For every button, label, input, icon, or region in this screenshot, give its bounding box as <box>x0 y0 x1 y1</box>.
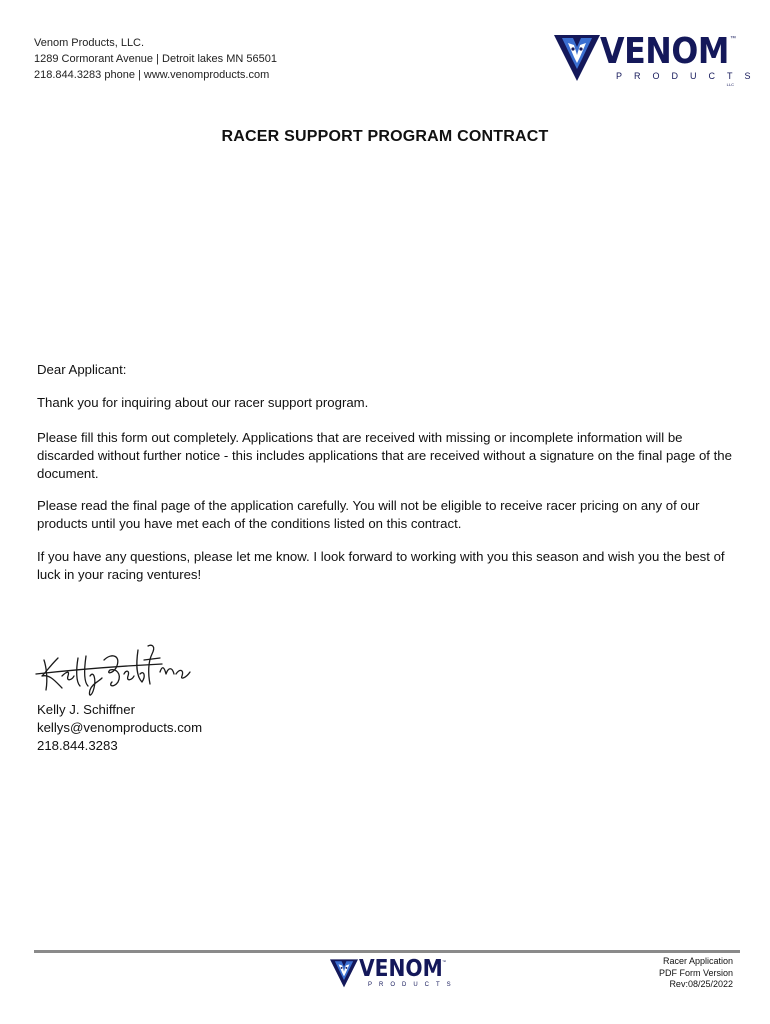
viper-head-icon <box>554 35 600 83</box>
viper-head-icon <box>330 959 358 989</box>
venom-footer-logo <box>330 956 458 993</box>
trademark-mark: ™ <box>730 36 736 42</box>
footer-revision-date: Rev:08/25/2022 <box>669 979 733 989</box>
footer-trademark-mark: ™ <box>442 959 446 964</box>
footer-form-name: Racer Application <box>662 956 733 966</box>
company-address: 1289 Cormorant Avenue | Detroit lakes MN 56501 <box>34 53 277 65</box>
handwritten-signature <box>32 630 202 702</box>
footer-form-version: PDF Form Version <box>658 967 733 978</box>
signer-email: kellys@venomproducts.com <box>37 720 203 735</box>
paragraph-instructions: Please fill this form out completely. Applications that are received with missing or incomplete information will be discarded without further notice - this includes applications that are received without a signature on the final page of the document. <box>37 430 732 481</box>
logo-entity: LLC <box>726 82 734 87</box>
salutation: Dear Applicant: <box>37 362 127 377</box>
signer-name: Kelly J. Schiffner <box>37 702 135 717</box>
venom-logo <box>554 31 763 87</box>
company-contact: 218.844.3283 phone | www.venomproducts.com <box>34 69 270 81</box>
footer-logo-tagline: PRODUCTS <box>368 982 458 988</box>
signer-block <box>37 701 202 755</box>
footer-logo-wordmark: VENOM <box>359 956 443 982</box>
document-title: RACER SUPPORT PROGRAM CONTRACT <box>221 128 549 145</box>
company-name: Venom Products, LLC. <box>34 37 145 49</box>
logo-wordmark: VENOM <box>600 31 729 72</box>
logo-tagline: PRODUCTS <box>616 71 763 81</box>
company-header <box>34 35 277 83</box>
form-version-info <box>659 956 733 991</box>
paragraph-eligibility: Please read the final page of the application carefully. You will not be eligible to receive racer pricing on any of our products until you have met each of the conditions listed on this contract. <box>37 498 700 531</box>
signer-phone: 218.844.3283 <box>37 738 118 753</box>
paragraph-intro: Thank you for inquiring about our racer support program. <box>37 395 369 410</box>
footer-divider <box>34 950 740 953</box>
paragraph-closing: If you have any questions, please let me know. I look forward to working with you this season and wish you the best of luck in your racing ventures! <box>37 549 725 582</box>
